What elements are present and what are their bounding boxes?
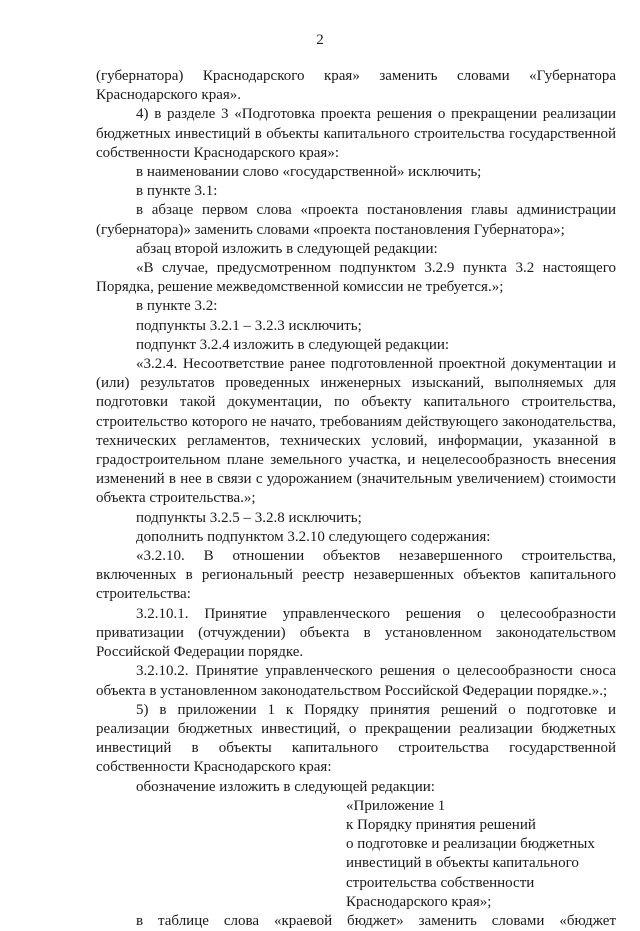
paragraph-1: (губернатора) Краснодарского края» заменить словами «Губернатора Краснодарского края». xyxy=(96,68,616,104)
paragraph-14: «3.2.10. В отношении объектов незавершенного строительства, включенных в региональный реестр незавершенных объектов капитального строительства: xyxy=(96,548,616,603)
paragraph-15: 3.2.10.1. Принятие управленческого решения о целесообразности приватизации (отчуждении) объекта в установленном законодательством Российской Федерации порядке. xyxy=(96,605,616,661)
paragraph-10: подпункт 3.2.4 изложить в следующей редакции: xyxy=(136,336,450,353)
document-body xyxy=(96,67,616,931)
paragraph-16: 3.2.10.2. Принятие управленческого решения о целесообразности сноса объекта в установленном законодательством Российской Федерации порядке.».; xyxy=(96,663,616,699)
paragraph-7: «В случае, предусмотренном подпунктом 3.2.9 пункта 3.2 настоящего Порядка, решение межведомственной комиссии не требуется.»; xyxy=(96,260,616,296)
annex-line-3: о подготовке и реализации бюджетных xyxy=(346,836,595,853)
paragraph-6: абзац второй изложить в следующей редакции: xyxy=(136,240,438,257)
paragraph-4: в пункте 3.1: xyxy=(136,183,218,200)
paragraph-8: в пункте 3.2: xyxy=(136,298,218,315)
annex-line-4: инвестиций в объекты капитального xyxy=(346,855,579,872)
paragraph-17: 5) в приложении 1 к Порядку принятия решений о подготовке и реализации бюджетных инвестиций, о прекращении реализации бюджетных инвестиций в объекты капитального строительства государственной собственности Краснодарского края: xyxy=(96,701,616,776)
paragraph-9: подпункты 3.2.1 – 3.2.3 исключить; xyxy=(136,317,362,334)
final-line: в таблице слова «краевой бюджет» заменить словами «бюджет xyxy=(136,912,616,929)
annex-line-1: «Приложение 1 xyxy=(346,797,446,814)
paragraph-5: в абзаце первом слова «проекта постановления главы администрации (губернатора)» заменить словами «проекта постановления Губернатора»; xyxy=(96,202,616,238)
annex-line-2: к Порядку принятия решений xyxy=(346,816,536,833)
paragraph-13: дополнить подпунктом 3.2.10 следующего содержания: xyxy=(136,528,491,545)
annex-designation-block xyxy=(346,797,616,912)
paragraph-11: «3.2.4. Несоответствие ранее подготовленной проектной документации и (или) результатов проведенных инженерных изысканий, выполняемых для подготовки такой документации, по объекту капитального строительства, строительство которого не начато, требованиям действующего законодательства, технических регламентов, технических условий, информации, указанной в градостроительном плане земельного участка, и нецелесообразность внесения изменений в нее в связи с удорожанием (значительным увеличением) стоимости объекта строительства.»; xyxy=(96,356,616,507)
annex-line-6: Краснодарского края»; xyxy=(346,893,492,910)
annex-line-5: строительства собственности xyxy=(346,874,535,891)
paragraph-3: в наименовании слово «государственной» исключить; xyxy=(136,164,482,181)
page-number: 2 xyxy=(316,32,324,48)
paragraph-2: 4) в разделе 3 «Подготовка проекта решения о прекращении реализации бюджетных инвестиций в объекты капитального строительства государственной собственности Краснодарского края»: xyxy=(96,106,616,161)
paragraph-18: обозначение изложить в следующей редакции: xyxy=(136,778,435,795)
paragraph-12: подпункты 3.2.5 – 3.2.8 исключить; xyxy=(136,509,362,526)
